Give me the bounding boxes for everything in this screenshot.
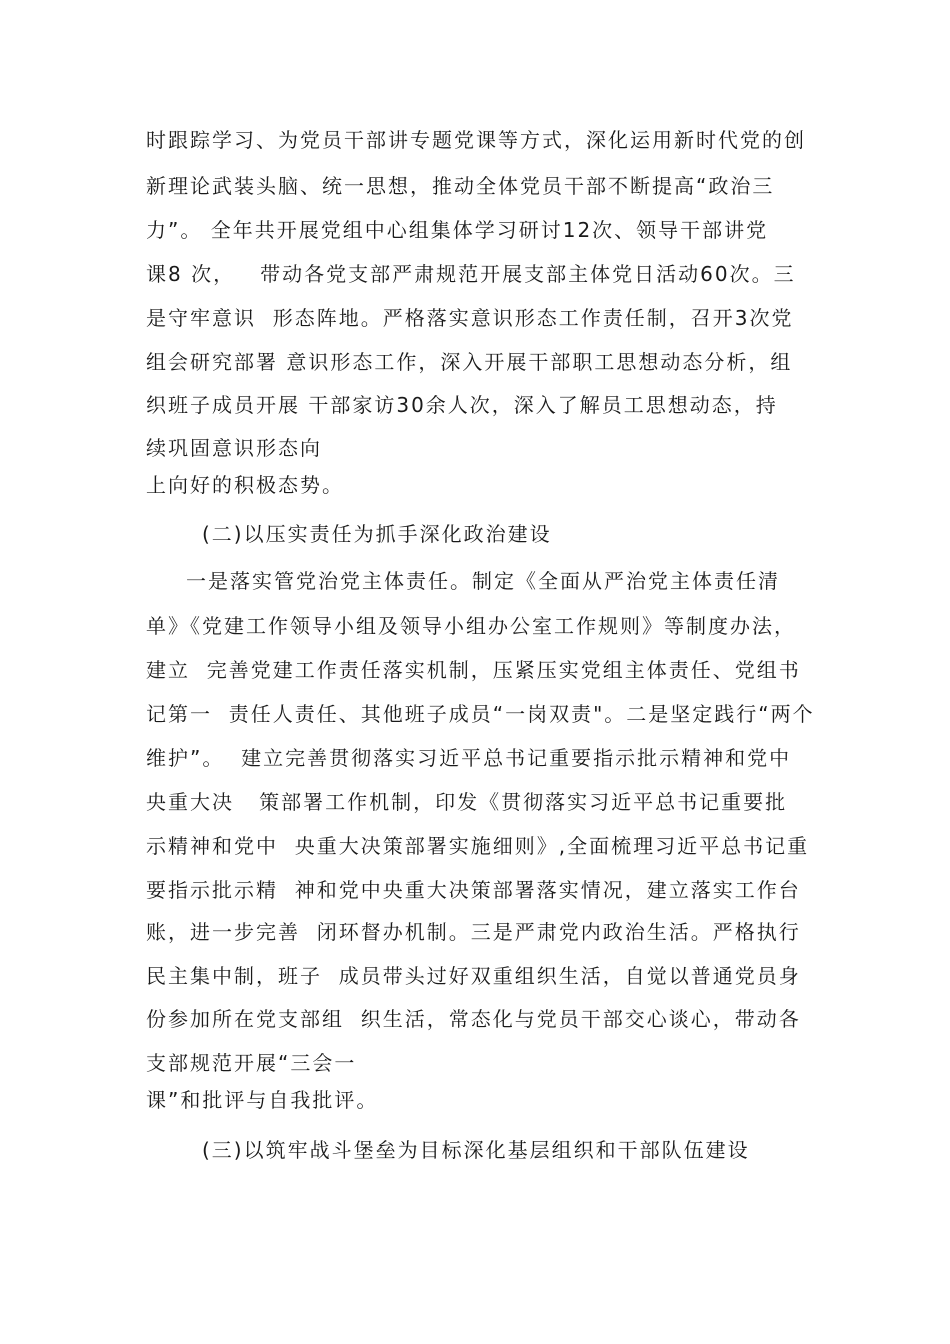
body-text-line: 新理论武装头脑、统一思想，推动全体党员干部不断提高“政治三 bbox=[146, 174, 775, 198]
body-text-line: 维护”。 建立完善贯彻落实习近平总书记重要指示批示精神和党中 bbox=[146, 746, 792, 770]
body-text-line: 要指示批示精 神和党中央重大决策部署落实情况，建立落实工作台 bbox=[146, 878, 801, 902]
body-text-line: 时跟踪学习、为党员干部讲专题党课等方式，深化运用新时代党的创 bbox=[146, 128, 806, 152]
body-text-line: 民主集中制，班子 成员带头过好双重组织生活，自觉以普通党员身 bbox=[146, 964, 801, 988]
body-text-line: 续巩固意识形态向 bbox=[146, 436, 322, 460]
body-text-line: 织班子成员开展 干部家访30余人次，深入了解员工思想动态，持 bbox=[146, 393, 778, 417]
body-text-line: 力”。 全年共开展党组中心组集体学习研讨12次、领导干部讲党 bbox=[146, 218, 769, 242]
body-text-line: 是守牢意识 形态阵地。严格落实意识形态工作责任制，召开3次党 bbox=[146, 306, 794, 330]
section-heading-3: (三)以筑牢战斗堡垒为目标深化基层组织和干部队伍建设 bbox=[202, 1138, 750, 1162]
body-text-line: 支部规范开展“三会一 bbox=[146, 1051, 357, 1075]
body-text-line: 央重大决 策部署工作机制，印发《贯彻落实习近平总书记重要批 bbox=[146, 790, 788, 814]
body-text-line: 建立 完善党建工作责任落实机制，压紧压实党组主体责任、党组书 bbox=[146, 658, 801, 682]
body-text-line: 上向好的积极态势。 bbox=[146, 473, 344, 497]
body-text-line: 课8 次， 带动各党支部严肃规范开展支部主体党日活动60次。三 bbox=[146, 262, 796, 286]
body-text-line: 记第一 责任人责任、其他班子成员“一岗双责"。二是坚定践行“两个 bbox=[146, 702, 815, 726]
body-text-line: 组会研究部署 意识形态工作，深入开展干部职工思想动态分析，组 bbox=[146, 350, 793, 374]
body-text-line: 账，进一步完善 闭环督办机制。三是严肃党内政治生活。严格执行 bbox=[146, 920, 801, 944]
body-text-line: 份参加所在党支部组 织生活，常态化与党员干部交心谈心，带动各 bbox=[146, 1007, 801, 1031]
body-text-line: 课”和批评与自我批评。 bbox=[146, 1088, 379, 1112]
section-heading-2: (二)以压实责任为抓手深化政治建设 bbox=[202, 522, 552, 546]
body-text-line: 单》《党建工作领导小组及领导小组办公室工作规则》等制度办法， bbox=[146, 614, 796, 638]
body-text-line: 一是落实管党治党主体责任。制定《全面从严治党主体责任清 bbox=[186, 569, 780, 593]
body-text-line: 示精神和党中 央重大决策部署实施细则》,全面梳理习近平总书记重 bbox=[146, 834, 810, 858]
